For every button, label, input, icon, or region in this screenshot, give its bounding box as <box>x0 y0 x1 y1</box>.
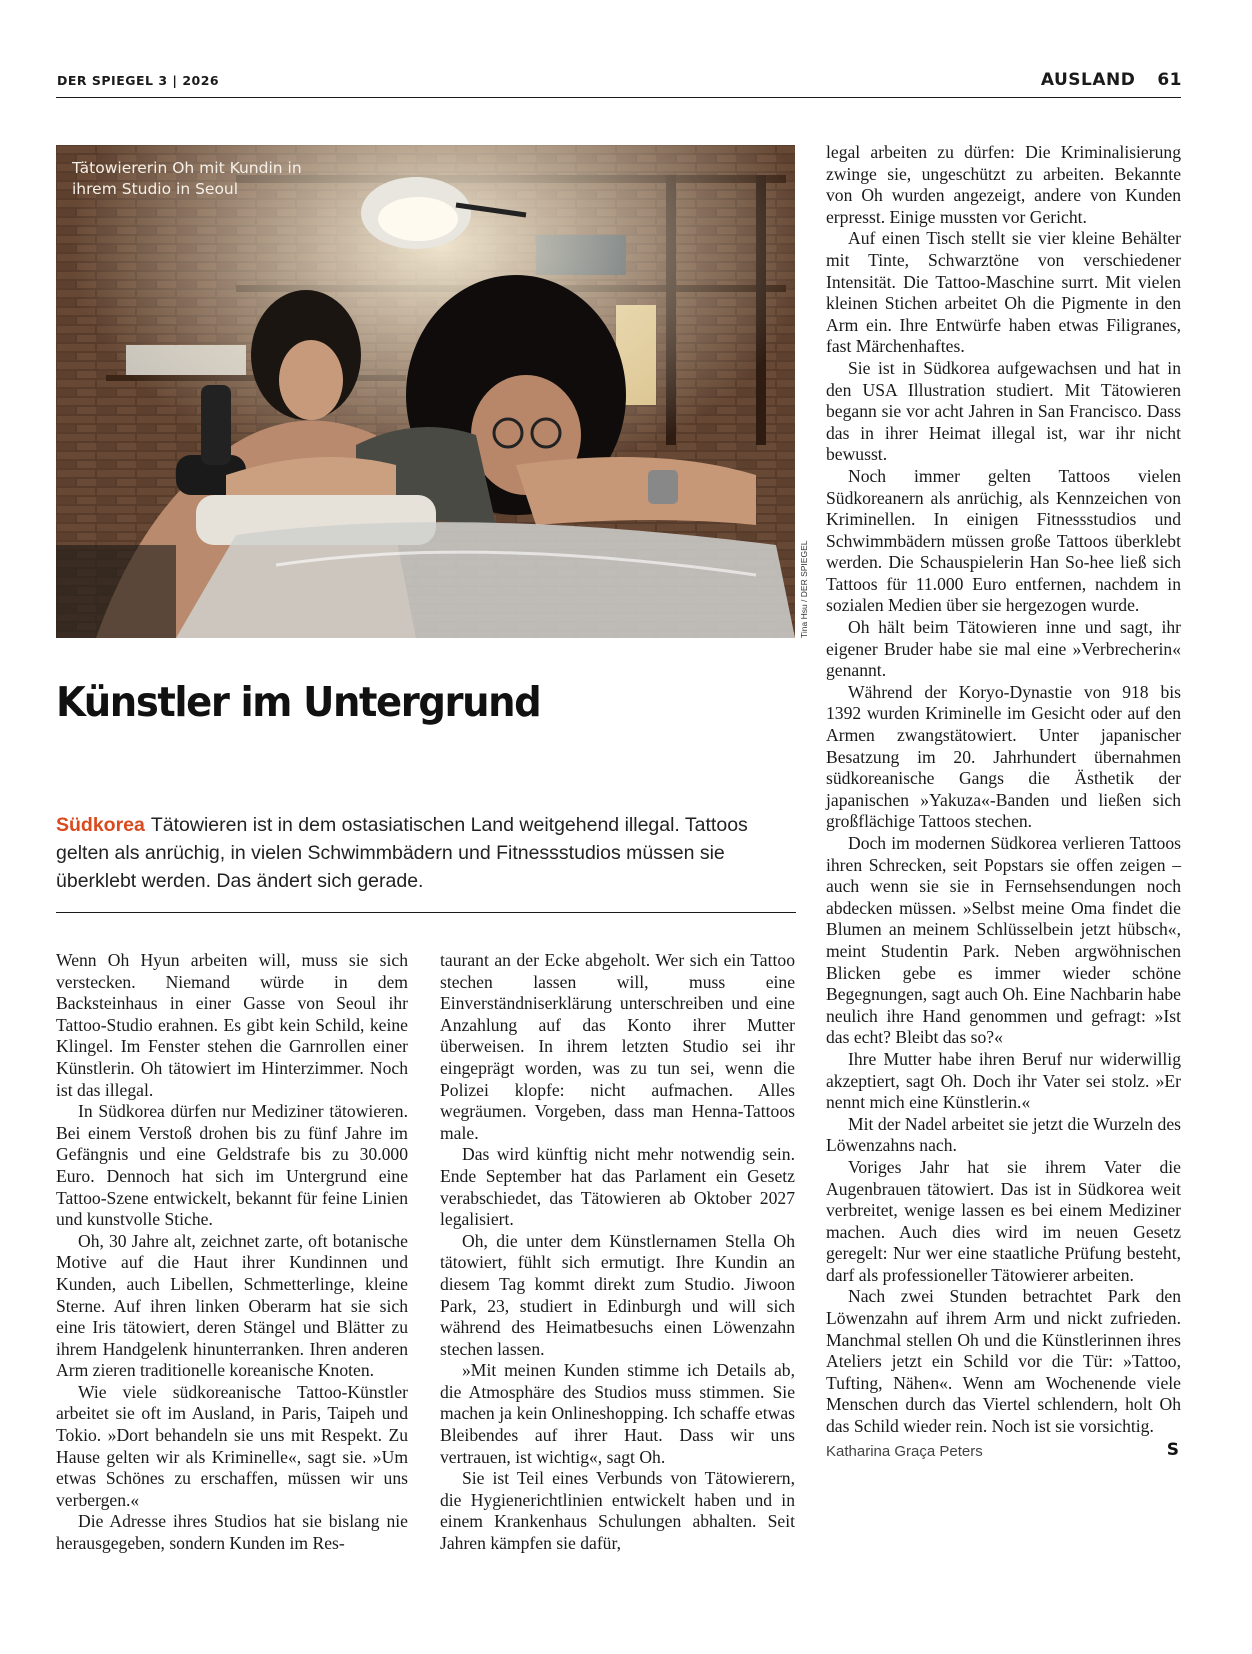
magazine-issue: DER SPIEGEL 3 | 2026 <box>57 73 220 88</box>
author-line <box>826 1441 1181 1463</box>
paragraph: Wie viele südkoreanische Tattoo-Künstler arbeitet sie oft im Ausland, in Paris, Taipeh und Tokio. »Dort behandeln sie uns mit Respekt. Zu Hause gelten wir als Kriminelle«, sagt sie. »Um etwas Schönes zu erschaffen, müssen wir uns verbergen.« <box>56 1381 408 1510</box>
paragraph: Noch immer gelten Tattoos vielen Südkoreanern als anrüchig, als Kennzeichen von Kriminellen. In einigen Fitnessstudios und Schwimmbädern müssen große Tattoos überklebt werden. Die Schauspielerin Han So-hee ließ sich Tattoos für 11.000 Euro entfernen, nachdem in sozialen Medien über sie hergezogen wurde. <box>826 465 1181 616</box>
teaser-kicker: Südkorea <box>56 814 145 836</box>
article-headline: Künstler im Untergrund <box>56 678 541 726</box>
article-photo <box>56 145 795 638</box>
tattoo-studio-photo <box>56 145 795 638</box>
paragraph: In Südkorea dürfen nur Mediziner tätowieren. Bei einem Verstoß drohen bis zu fünf Jahre im Gefängnis und eine Geldstrafe bis zu 30.000 Euro. Dennoch hat sich im Untergrund eine Tattoo-Szene entwickelt, bekannt für feine Linien und kunstvolle Stiche. <box>56 1101 408 1230</box>
section-name: AUSLAND <box>1040 70 1136 90</box>
paragraph: legal arbeiten zu dürfen: Die Kriminalisierung zwinge sie, ungeschützt zu arbeiten. Bekannte von Oh wurden angezeigt, andere von Kunden erpresst. Einige mussten vor Gericht. <box>826 142 1181 227</box>
paragraph: »Mit meinen Kunden stimme ich Details ab, die Atmosphäre des Studios muss stimmen. Sie machen ja kein Onlineshopping. Ich schaffe etwas Bleibendes auf ihrer Haut. Dass wir uns vertrauen, ist wichtig«, sagt Oh. <box>440 1360 795 1467</box>
article-column-2 <box>440 950 795 1555</box>
teaser-text: Tätowieren ist in dem ostasiatischen Land weitgehend illegal. Tattoos gelten als anrüchig, in vielen Schwimmbädern und Fitnessstudios müssen sie überklebt werden. Das ändert sich gerade. <box>56 814 748 892</box>
paragraph: Oh, 30 Jahre alt, zeichnet zarte, oft botanische Motive auf die Haut ihrer Kundinnen und Kunden, auch Libellen, Schmetterlinge, kleine Sterne. Auf ihren linken Oberarm hat sie sich eine Iris tätowiert, deren Stängel und Blätter zu ihrem Handgelenk hinunterranken. Ihren anderen Arm zieren traditionelle koreanische Knoten. <box>56 1230 408 1381</box>
paragraph: Oh, die unter dem Künstlernamen Stella Oh tätowiert, fühlt sich ermutigt. Ihre Kundin an diesem Tag kommt direkt zum Studio. Jiwoon Park, 23, studiert in Edinburgh und will sich während des Heimatbesuchs einen Löwenzahn stechen lassen. <box>440 1230 795 1359</box>
teaser-rule <box>56 912 796 913</box>
paragraph: Die Adresse ihres Studios hat sie bislang nie herausgegeben, sondern Kunden im Res- <box>56 1511 408 1554</box>
paragraph: Sie ist in Südkorea aufgewachsen und hat in den USA Illustration studiert. Mit Tätowieren begann sie vor acht Jahren in San Francisco. Dass das in ihrer Heimat illegal ist, war ihr nicht bewusst. <box>826 357 1181 465</box>
section-header <box>1041 70 1182 90</box>
paragraph: Doch im modernen Südkorea verlieren Tattoos ihren Schrecken, seit Popstars sie offen zeigen – auch wenn sie sie in Fernsehsendungen noch abdecken müssen. »Selbst meine Oma findet die Blumen an meinem Schlüsselbein jetzt hübsch«, meint Studentin Park. Neben argwöhnischen Blicken gebe es immer wieder schöne Begegnungen, sagt auch Oh. Eine Nachbarin habe neulich ihre Hand genommen und gefragt: »Ist das echt? Bleibt das so?« <box>826 833 1181 1048</box>
paragraph: Während der Koryo-Dynastie von 918 bis 1392 wurden Kriminelle im Gesicht oder auf den Armen zwangstätowiert. Unter japanischer Besatzung im 20. Jahrhundert übernahmen südkoreanische Gangs die Ästhetik der japanischen »Yakuza«-Banden und ließen sich großflächige Tattoos stechen. <box>826 681 1181 832</box>
page-number: 61 <box>1157 70 1182 90</box>
paragraph: Nach zwei Stunden betrachtet Park den Löwenzahn auf ihrem Arm und nickt zufrieden. Manchmal stellen Oh und die Künstlerinnen ihres Ateliers jetzt ein Schild vor die Tür: »Tattoo, Tufting, Nähen«. Wenn am Wochenende viele Menschen durch das Viertel schlendern, holt Oh das Schild wieder rein. Noch ist sie vorsichtig. <box>826 1286 1181 1437</box>
paragraph: Sie ist Teil eines Verbunds von Tätowierern, die Hygienerichtlinien entwickelt haben und in einem Krankenhaus Schulungen abhalten. Seit Jahren kämpfen sie dafür, <box>440 1468 795 1554</box>
article-column-1 <box>56 950 408 1555</box>
paragraph: Wenn Oh Hyun arbeiten will, muss sie sich verstecken. Niemand würde in dem Backsteinhaus in einer Gasse von Seoul ihr Tattoo-Studio erahnen. Es gibt kein Schild, keine Klingel. Im Fenster stehen die Garnrollen einer Künstlerin. Oh tätowiert im Hinterzimmer. Noch ist das illegal. <box>56 950 408 1100</box>
paragraph: Mit der Nadel arbeitet sie jetzt die Wurzeln des Löwenzahns nach. <box>826 1113 1181 1156</box>
paragraph: Voriges Jahr hat sie ihrem Vater die Augenbrauen tätowiert. Das ist in Südkorea weit verbreitet, wenige lassen es bei einem Mediziner machen. Auch dies wird im neuen Gesetz geregelt: Nur wer eine staatliche Prüfung besteht, darf als professioneller Tätowierer arbeiten. <box>826 1156 1181 1285</box>
photo-caption: Tätowiererin Oh mit Kundin in ihrem Studio in Seoul <box>72 159 302 198</box>
author-name: Katharina Graça Peters <box>826 1442 983 1460</box>
paragraph: taurant an der Ecke abgeholt. Wer sich ein Tattoo stechen lassen will, muss eine Einverständniserklärung unterschreiben und eine Anzahlung auf das Konto ihrer Mutter überweisen. In ihrem letzten Studio sei ihr eingeprägt worden, was zu tun sei, wenn die Polizei klopfe: nicht aufmachen. Alles wegräumen. Vorgeben, dass man Henna-Tattoos male. <box>440 950 795 1143</box>
paragraph: Oh hält beim Tätowieren inne und sagt, ihr eigener Bruder habe sie mal eine »Verbrecherin« genannt. <box>826 617 1181 681</box>
paragraph: Ihre Mutter habe ihren Beruf nur widerwillig akzeptiert, sagt Oh. Doch ihr Vater sei stolz. »Er nennt mich eine Künstlerin.« <box>826 1048 1181 1113</box>
paragraph: Das wird künftig nicht mehr notwendig sein. Ende September hat das Parlament ein Gesetz verabschiedet, das Tätowieren ab Oktober 2027 legalisiert. <box>440 1144 795 1230</box>
photo-credit: Tina Hsu / DER SPIEGEL <box>799 540 809 638</box>
end-mark: S <box>1166 1439 1179 1460</box>
paragraph: Auf einen Tisch stellt sie vier kleine Behälter mit Tinte, Schwarztöne von verschiedener Intensität. Die Tattoo-Maschine surrt. Mit vielen kleinen Stichen arbeitet Oh die Pigmente in den Arm ein. Ihre Entwürfe haben etwas Filigranes, fast Märchenhaftes. <box>826 228 1181 357</box>
article-teaser <box>56 811 796 895</box>
article-column-3 <box>826 142 1181 1462</box>
header-rule <box>56 97 1181 98</box>
